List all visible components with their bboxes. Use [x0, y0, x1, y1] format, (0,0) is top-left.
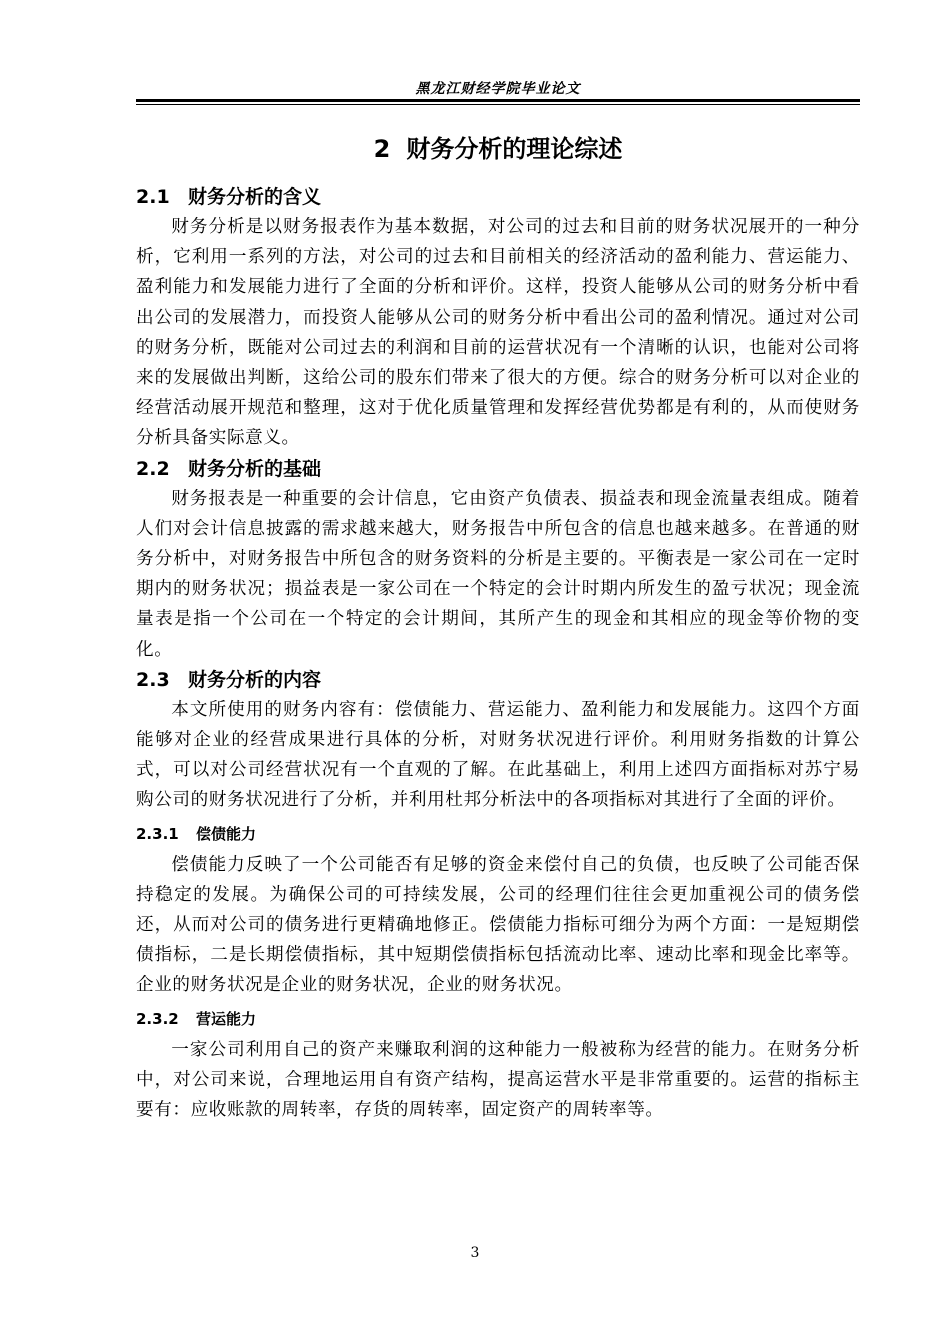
- chapter-number: 2: [373, 135, 391, 163]
- subsection-number: 2.3.1: [136, 824, 179, 843]
- page-content: [136, 130, 860, 1125]
- header-rule-thin: [136, 104, 860, 105]
- chapter-title-text: 财务分析的理论综述: [406, 135, 623, 163]
- section-heading-2-2: [136, 454, 860, 484]
- section-paragraph-2-2: 财务报表是一种重要的会计信息，它由资产负债表、损益表和现金流量表组成。随着人们对会计信息披露的需求越来越大，财务报告中所包含的信息也越来越多。在普通的财务分析中，对财务报告中所包含的财务资料的分析是主要的。平衡表是一家公司在一定时期内的财务状况；损益表是一家公司在一个特定的会计时期内所发生的盈亏状况；现金流量表是指一个公司在一个特定的会计期间，其所产生的现金和其相应的现金等价物的变化。: [136, 488, 860, 660]
- section-title: 财务分析的基础: [188, 457, 322, 480]
- page-header: [136, 78, 860, 106]
- section-number: 2.1: [136, 186, 170, 208]
- page-number: 3: [470, 1245, 480, 1261]
- section-title: 财务分析的含义: [188, 186, 322, 208]
- header-title: 黑龙江财经学院毕业论文: [415, 81, 581, 97]
- subsection-paragraph-2-3-2: 一家公司利用自己的资产来赚取利润的这种能力一般被称为经营的能力。在财务分析中，对公司来说，合理地运用自有资产结构，提高运营水平是非常重要的。运营的指标主要有：应收账款的周转率，存货的周转率，固定资产的周转率等。: [136, 1039, 860, 1121]
- subsection-title: 偿债能力: [196, 824, 257, 843]
- section-heading-2-1: [136, 182, 860, 212]
- chapter-title: [136, 130, 860, 168]
- section-number: 2.2: [136, 457, 170, 480]
- section-number: 2.3: [136, 668, 170, 691]
- header-rule-thick: [136, 99, 860, 102]
- subsection-paragraph-2-3-1: 偿债能力反映了一个公司能否有足够的资金来偿付自己的负债，也反映了公司能否保持稳定的发展。为确保公司的可持续发展，公司的经理们往往会更加重视公司的债务偿还，从而对公司的债务进行更精确地修正。偿债能力指标可细分为两个方面：一是短期偿债指标，二是长期偿债指标，其中短期偿债指标包括流动比率、速动比率和现金比率等。企业的财务状况是企业的财务状况，企业的财务状况。: [136, 854, 860, 996]
- subsection-title: 营运能力: [196, 1009, 257, 1028]
- subsection-number: 2.3.2: [136, 1009, 179, 1028]
- subsection-heading-2-3-2: [136, 1003, 860, 1035]
- section-title: 财务分析的内容: [188, 668, 322, 691]
- section-heading-2-3: [136, 665, 860, 695]
- section-paragraph-2-1: 财务分析是以财务报表作为基本数据，对公司的过去和目前的财务状况展开的一种分析，它利用一系列的方法，对公司的过去和目前相关的经济活动的盈利能力、营运能力、盈利能力和发展能力进行了全面的分析和评价。这样，投资人能够从公司的财务分析中看出公司的发展潜力，而投资人能够从公司的财务分析中看出公司的盈利情况。通过对公司的财务分析，既能对公司过去的利润和目前的运营状况有一个清晰的认识，也能对公司将来的发展做出判断，这给公司的股东们带来了很大的方便。综合的财务分析可以对企业的经营活动展开规范和整理，这对于优化质量管理和发挥经营优势都是有利的，从而使财务分析具备实际意义。: [136, 217, 860, 449]
- section-paragraph-2-3: 本文所使用的财务内容有：偿债能力、营运能力、盈利能力和发展能力。这四个方面能够对企业的经营成果进行具体的分析，对财务状况进行评价。利用财务指数的计算公式，可以对公司经营状况有一个直观的了解。在此基础上，利用上述四方面指标对苏宁易购公司的财务状况进行了分析，并利用杜邦分析法中的各项指标对其进行了全面的评价。: [136, 699, 860, 811]
- subsection-heading-2-3-1: [136, 818, 860, 850]
